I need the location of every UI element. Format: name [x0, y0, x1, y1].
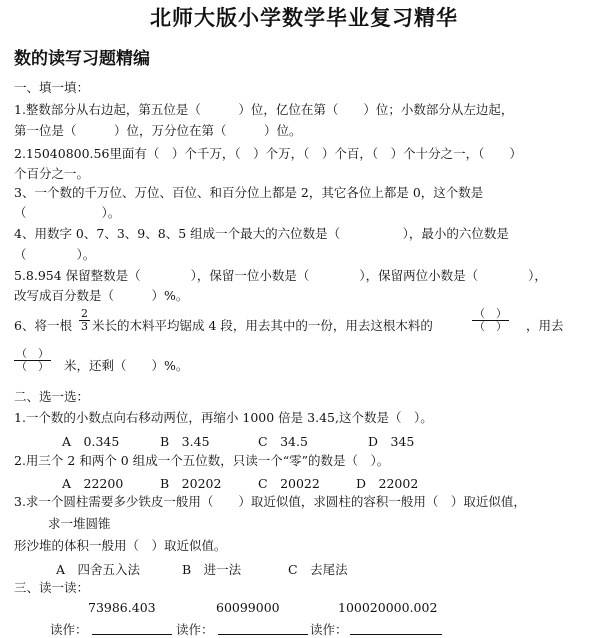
s1-q1-line1: 1.整数部分从右边起，第五位是（ ）位，亿位在第（ ）位；小数部分从左边起，: [14, 102, 514, 117]
q6-frac-denominator: 3: [81, 320, 88, 333]
s1-q3-line2: （ ）。: [14, 205, 121, 220]
s1-q5-line2: 改写成百分数是（ ）%。: [14, 288, 189, 303]
s3-answer-line-3[interactable]: [350, 634, 442, 635]
s2-q1: 1.一个数的小数点向右移动两位，再缩小 1000 倍是 3.45,这个数是（ ）。: [14, 410, 433, 425]
s2-q1-option-a: A 0.345: [62, 434, 120, 449]
s1-q6-part1: 6、将一根: [14, 318, 72, 333]
s2-q3-line3: 形沙堆的体积一般用（ ）取近似值。: [14, 538, 227, 553]
s3-read-label-1: 读作：: [50, 622, 88, 637]
q6-blank-den-2: （ ）: [16, 360, 49, 373]
s2-q3-option-b: B 进一法: [182, 562, 242, 577]
q6-blank-den-1: （ ）: [474, 320, 507, 333]
s3-answer-line-2[interactable]: [218, 634, 308, 635]
s1-q5-line1: 5.8.954 保留整数是（ ），保留一位小数是（ ），保留两位小数是（ ），: [14, 268, 547, 283]
s1-q6-part2: 米长的木料平均锯成 4 段，用去其中的一份，用去这根木料的: [92, 318, 433, 333]
s3-read-label-2: 读作：: [176, 622, 214, 637]
s3-number-1: 73986.403: [88, 600, 156, 615]
s1-q2-line2: 个百分之一。: [14, 166, 90, 181]
s1-q4-line1: 4、用数字 0、7、3、9、8、5 组成一个最大的六位数是（ ），最小的六位数是: [14, 226, 509, 241]
s2-q1-option-d: D 345: [368, 434, 415, 449]
s2-q3-option-a: A 四舍五入法: [56, 562, 141, 577]
s2-q1-option-b: B 3.45: [160, 434, 210, 449]
s2-q1-option-c: C 34.5: [258, 434, 308, 449]
s2-q2-option-a: A 22200: [62, 476, 124, 491]
q6-blank-num-1: （ ）: [474, 307, 507, 320]
q6-blank-num-2: （ ）: [16, 347, 49, 360]
section3-heading: 三、读一读：: [14, 580, 90, 595]
s2-q3-line2: 求一堆圆锥: [48, 516, 111, 531]
s2-q3-line1: 3.求一个圆柱需要多少铁皮一般用（ ）取近似值，求圆柱的容积一般用（ ）取近似值，: [14, 494, 526, 509]
q6-blank-fraction-1: [472, 308, 509, 333]
s2-q2-option-d: D 22002: [356, 476, 419, 491]
s2-q2: 2.用三个 2 和两个 0 组成一个五位数，只读一个“零”的数是（ ）。: [14, 453, 390, 468]
page-title: 北师大版小学数学毕业复习精华: [150, 6, 458, 30]
s2-q2-option-b: B 20202: [160, 476, 222, 491]
s1-q2-line1: 2.15040800.56里面有（ ）个千万，（ ）个万，（ ）个百，（ ）个十分之一，（ ）: [14, 146, 522, 161]
s1-q4-line2: （ ）。: [14, 247, 96, 262]
section1-heading: 一、填一填：: [14, 80, 90, 95]
section2-heading: 二、选一选：: [14, 389, 90, 404]
s2-q3-option-c: C 去尾法: [288, 562, 348, 577]
q6-blank-fraction-2: [14, 348, 51, 373]
q6-frac-numerator: 2: [81, 307, 88, 320]
s3-number-3: 100020000.002: [338, 600, 438, 615]
s1-q6-part3: ，用去: [526, 318, 564, 333]
s1-q3-line1: 3、一个数的千万位、万位、百位、和百分位上都是 2，其它各位上都是 0，这个数是: [14, 185, 484, 200]
s3-number-2: 60099000: [216, 600, 280, 615]
s2-q2-option-c: C 20022: [258, 476, 320, 491]
s1-q6-part4: 米，还剩（ ）%。: [64, 358, 189, 373]
q6-fraction-two-thirds: [79, 308, 90, 333]
s1-q1-line2: 第一位是（ ）位，万分位在第（ ）位。: [14, 123, 302, 138]
s3-answer-line-1[interactable]: [92, 634, 172, 635]
page-subtitle: 数的读写习题精编: [14, 49, 150, 69]
s3-read-label-3: 读作：: [310, 622, 348, 637]
